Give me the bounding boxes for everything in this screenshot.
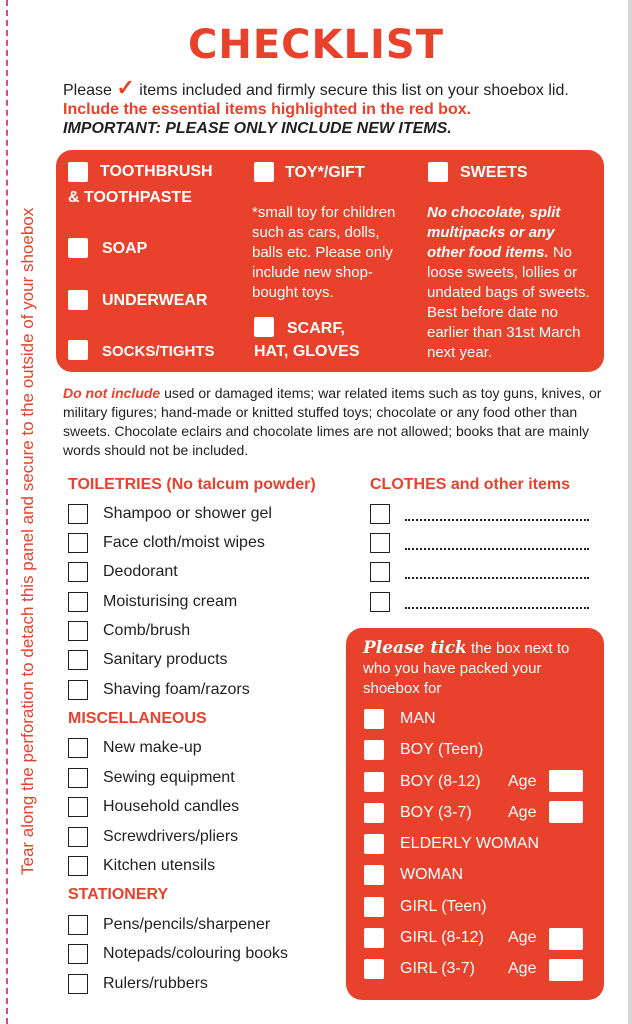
recipient-option[interactable]: [364, 926, 484, 950]
option-label: GIRL (3-7): [400, 960, 475, 977]
age-input[interactable]: [549, 770, 583, 792]
list-item[interactable]: [68, 736, 202, 760]
checkbox[interactable]: [68, 592, 88, 612]
toothbrush-label: TOOTHBRUSH: [100, 163, 213, 180]
recipient-title-rest: the box next to who you have packed your shoebox for: [363, 640, 570, 697]
checkbox[interactable]: [364, 740, 384, 760]
checkbox[interactable]: [364, 928, 384, 948]
intro-line2: Include the essential items highlighted in the red box.: [63, 101, 472, 118]
item-label: Shaving foam/razors: [103, 681, 250, 698]
clothes-row[interactable]: [370, 502, 589, 526]
clothes-heading: CLOTHES and other items: [370, 476, 571, 493]
checkbox[interactable]: [68, 621, 88, 641]
item-label: Comb/brush: [103, 622, 191, 639]
option-label: BOY (3-7): [400, 804, 472, 821]
perforation-line: [6, 0, 8, 1024]
write-in-line[interactable]: [405, 565, 589, 579]
hat-label: HAT, GLOVES: [254, 343, 360, 360]
recipient-title-script: Please tick: [363, 638, 467, 658]
item-label: Sanitary products: [103, 651, 228, 668]
soap-label: SOAP: [102, 240, 148, 257]
essentials-box: [56, 150, 604, 372]
list-item[interactable]: [68, 913, 270, 937]
option-label: MAN: [400, 710, 436, 727]
checkbox[interactable]: [370, 562, 390, 582]
list-item[interactable]: [68, 825, 238, 849]
option-label: GIRL (Teen): [400, 898, 487, 915]
toy-label: TOY*/GIFT: [285, 164, 365, 181]
intro-line1-pre: Please: [63, 82, 112, 99]
list-item[interactable]: [68, 502, 272, 526]
item-label: Notepads/colouring books: [103, 945, 289, 962]
checkbox[interactable]: [68, 738, 88, 758]
item-label: Rulers/rubbers: [103, 975, 208, 992]
checkbox[interactable]: [68, 650, 88, 670]
item-label: Face cloth/moist wipes: [103, 534, 265, 551]
checkbox[interactable]: [68, 974, 88, 994]
recipient-option[interactable]: [364, 738, 483, 762]
checkbox[interactable]: [364, 803, 384, 823]
sweets-checkbox[interactable]: [428, 162, 448, 182]
checkbox[interactable]: [68, 562, 88, 582]
scarf-label: SCARF,: [287, 320, 345, 337]
intro-line1-post: items included and firmly secure this list on your shoebox lid.: [139, 82, 569, 99]
checkbox[interactable]: [68, 797, 88, 817]
recipient-option[interactable]: [364, 770, 481, 794]
checkbox[interactable]: [68, 915, 88, 935]
checkbox[interactable]: [370, 592, 390, 612]
checkbox[interactable]: [370, 504, 390, 524]
item-label: Screwdrivers/pliers: [103, 828, 239, 845]
sweets-note-bold: No chocolate, split multipacks or any other food items.: [427, 204, 561, 261]
checkbox[interactable]: [68, 827, 88, 847]
item-label: Moisturising cream: [103, 593, 238, 610]
recipient-title: [363, 638, 595, 699]
write-in-line[interactable]: [405, 536, 589, 550]
list-item[interactable]: [68, 766, 235, 790]
list-item[interactable]: [68, 531, 265, 555]
stationery-heading: STATIONERY: [68, 886, 169, 903]
underwear-checkbox[interactable]: [68, 290, 88, 310]
list-item[interactable]: [68, 648, 228, 672]
tick-icon: ✓: [116, 75, 135, 100]
toothpaste-label: & TOOTHPASTE: [68, 189, 192, 206]
item-label: Pens/pencils/sharpener: [103, 916, 271, 933]
checkbox[interactable]: [364, 865, 384, 885]
do-not-include-label: Do not include: [63, 385, 161, 401]
recipient-option[interactable]: [364, 707, 436, 731]
clothes-row[interactable]: [370, 590, 589, 614]
age-input[interactable]: [549, 928, 583, 950]
checkbox[interactable]: [68, 504, 88, 524]
age-label: Age: [508, 804, 537, 821]
socks-checkbox[interactable]: [68, 340, 88, 360]
write-in-line[interactable]: [405, 595, 589, 609]
soap-checkbox[interactable]: [68, 238, 88, 258]
age-label: Age: [508, 929, 537, 946]
side-instruction: Tear along the perforation to detach this panel and secure to the outside of your shoebox: [18, 207, 37, 875]
item-label: Household candles: [103, 798, 240, 815]
list-item[interactable]: [68, 590, 237, 614]
list-item[interactable]: [68, 678, 250, 702]
misc-heading: MISCELLANEOUS: [68, 710, 207, 727]
toothbrush-checkbox[interactable]: [68, 162, 88, 182]
checkbox[interactable]: [364, 834, 384, 854]
clothes-row[interactable]: [370, 560, 589, 584]
clothes-row[interactable]: [370, 531, 589, 555]
option-label: GIRL (8-12): [400, 929, 484, 946]
item-label: New make-up: [103, 739, 202, 756]
write-in-line[interactable]: [405, 507, 589, 521]
toiletries-heading: TOILETRIES (No talcum powder): [68, 476, 316, 493]
recipient-option[interactable]: [364, 957, 475, 981]
list-item[interactable]: [68, 942, 288, 966]
list-item[interactable]: [68, 560, 178, 584]
scarf-checkbox[interactable]: [254, 317, 274, 337]
age-label: Age: [508, 773, 537, 790]
intro-line3: IMPORTANT: PLEASE ONLY INCLUDE NEW ITEMS.: [63, 120, 452, 137]
age-label: Age: [508, 960, 537, 977]
recipient-option[interactable]: [364, 832, 539, 856]
underwear-label: UNDERWEAR: [102, 292, 208, 309]
checkbox[interactable]: [68, 533, 88, 553]
option-label: BOY (8-12): [400, 773, 481, 790]
list-item[interactable]: [68, 619, 190, 643]
page-edge: [628, 0, 632, 1024]
list-item[interactable]: [68, 854, 215, 878]
item-label: Deodorant: [103, 563, 178, 580]
checkbox[interactable]: [364, 772, 384, 792]
sweets-note: [427, 203, 595, 363]
do-not-include-text: used or damaged items; war related items such as toy guns, knives, or military figures; hand-made or knitted stuffed toys; chocolate or any food other than sweets. Chocolate eclairs and chocolate limes are not allowed; books that are mainly words should not be included.: [63, 385, 602, 458]
recipient-option[interactable]: [364, 801, 472, 825]
page-title: CHECKLIST: [188, 22, 444, 68]
checkbox[interactable]: [68, 680, 88, 700]
sweets-note-text: No loose sweets, lollies or undated bags of sweets. Best before date no earlier than 31st March next year.: [427, 244, 590, 361]
item-label: Kitchen utensils: [103, 857, 216, 874]
socks-label: SOCKS/TIGHTS: [102, 343, 215, 360]
checkbox[interactable]: [370, 533, 390, 553]
checkbox[interactable]: [68, 856, 88, 876]
option-label: BOY (Teen): [400, 741, 484, 758]
sweets-label: SWEETS: [460, 164, 528, 181]
checkbox[interactable]: [364, 897, 384, 917]
checkbox[interactable]: [364, 709, 384, 729]
item-label: Shampoo or shower gel: [103, 505, 272, 522]
recipient-option[interactable]: [364, 863, 463, 887]
option-label: ELDERLY WOMAN: [400, 835, 539, 852]
option-label: WOMAN: [400, 866, 464, 883]
list-item[interactable]: [68, 795, 239, 819]
checkbox[interactable]: [68, 944, 88, 964]
item-label: Sewing equipment: [103, 769, 235, 786]
checkbox[interactable]: [364, 959, 384, 979]
toy-note: *small toy for children such as cars, dolls, balls etc. Please only include new shop-bought toys.: [252, 204, 396, 301]
age-input[interactable]: [549, 959, 583, 981]
recipient-option[interactable]: [364, 895, 487, 919]
age-input[interactable]: [549, 801, 583, 823]
do-not-include: [63, 384, 611, 460]
list-item[interactable]: [68, 972, 208, 996]
toy-checkbox[interactable]: [254, 162, 274, 182]
checkbox[interactable]: [68, 768, 88, 788]
intro: [63, 75, 569, 138]
